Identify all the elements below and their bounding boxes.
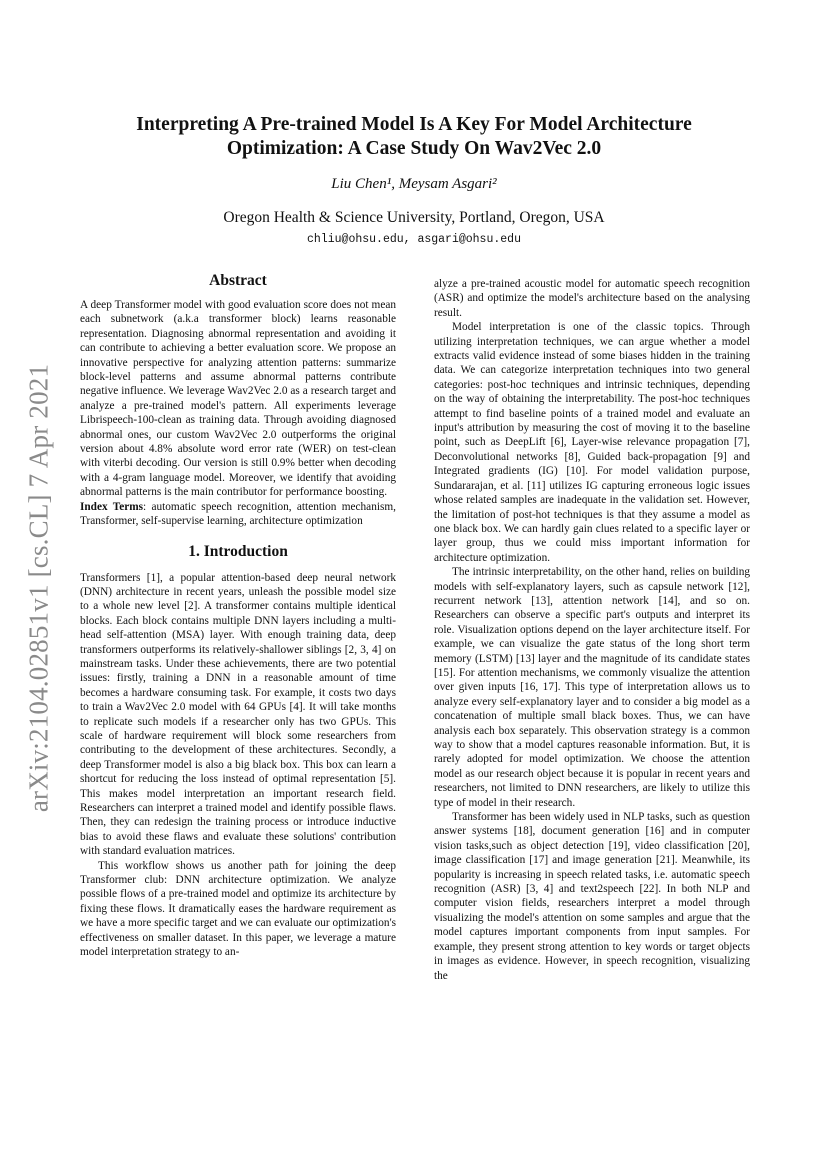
right-paragraph-3: The intrinsic interpretability, on the other hand, relies on building models with self-explanatory layers, such as capsule network [12], recurrent network [13], attention network [14], and so on. Researchers can observe a specific part's outputs and interpret its role. Visualization options depend on the layer architecture itself. For example, we can visualize the gate status of the long short term memory (LSTM) [13] layer and the magnitude of its candidate states [15]. For attention mechanisms, we commonly visualize the attention over given inputs [16, 17]. This type of interpretation allows us to analyze every self-explanatory layer and to consider a big model as a concatenation of multiple small black boxes. Thus, we can have analysis each box separately. This observation strategy is a common way to show that a model captures reasonable information. But, it is rarely adopted for model optimization. We choose the attention model as our research object because it is popular in recent years and researchers, not limited to DNN researchers, are likely to utilize this type of model in their research. [434,566,750,809]
intro-paragraph-2: This workflow shows us another path for joining the deep Transformer club: DNN architecture optimization. We analyze possible flows of a pre-trained model and optimize its architecture by fixing these flows. It dramatically eases the hardware requirement as we have a more specific target and we can evaluate our optimization's effectiveness on smaller dataset. In this paper, we leverage a mature model interpretation strategy to an- [80,859,396,959]
left-column [80,272,396,959]
index-terms-label: Index Terms [80,500,144,513]
right-paragraph-2: Model interpretation is one of the classic topics. Through utilizing interpretation techniques, we can argue whether a model extracts valid evidence instead of some biases hidden in the training data. We can categorize interpretation techniques into two general categories: post-hoc techniques and intrinsic techniques, depending on the way of obtaining the interpretability. The post-hoc techniques attempt to find baseline points of a trained model and evaluate an input's attribution by measuring the cost of moving it to the baseline point, such as DeepLift [6], Layer-wise relevance propagation [7], Deconvolutional networks [8], Guided back-propagation [9] and Integrated gradients (IG) [10]. For model validation purpose, Sundararajan, et al. [11] utilizes IG capturing erroneous logic issues whose related samples are inadequate in the validation set. However, the limitation of post-hot techniques is that they assume a model as one black box. We can hardly gain clues related to a specific layer or layer group, thus we could miss important information for architecture optimization. [434,321,750,564]
author-emails: chliu@ohsu.edu, asgari@ohsu.edu [307,233,521,246]
author-affiliation: Oregon Health & Science University, Portland, Oregon, USA [223,209,605,226]
paper-title: Interpreting A Pre-trained Model Is A Key For Model Architecture Optimization: A Case Study On Wav2Vec 2.0 [136,114,692,159]
introduction-heading: 1. Introduction [188,542,288,560]
right-paragraph-4: Transformer has been widely used in NLP tasks, such as question answer systems [18], document generation [16] and in computer vision tasks,such as object detection [19], video classification [20], image classification [17] and image generation [21]. Meanwhile, its popularity is increasing in speech related tasks, i.e. automatic speech recognition (ASR) [3, 4] and text2speech [22]. In both NLP and computer vision fields, researchers interpret a model through visualizing the model's attention on some samples and argue that the model captures important components from input samples. For example, they present strong attention to key words or target objects in images as evidence. However, in speech recognition, visualizing the [434,811,750,982]
arxiv-side-identifier [14,338,64,838]
arxiv-identifier-text: arXiv:2104.02851v1 [cs.CL] 7 Apr 2021 [23,363,54,813]
abstract-text: A deep Transformer model with good evaluation score does not mean each subnetwork (a.k.a transformer block) learns reasonable representation. Diagnosing abnormal representation and avoiding it can contribute to achieving a better evaluation score. We propose an innovative perspective for analyzing attention patterns: summarize block-level patterns and assume abnormal patterns contribute negative influence. We leverage Wav2Vec 2.0 as a research target and analyze a pre-trained model's pattern. All experiments leverage Librispeech-100-clean as training data. Through avoiding diagnosed abnormal ones, our custom Wav2Vec 2.0 outperforms the original version about 4.8% absolute word error rate (WER) on test-clean with viterbi decoding. Our version is still 0.9% better when decoding with a 4-gram language model. Moreover, we identify that avoiding abnormal patterns is the main contributor for performance boosting. [80,299,396,499]
abstract-heading: Abstract [209,272,267,289]
index-terms-text: : automatic speech recognition, attention mechanism, Transformer, self-supervise learning, architecture optimization [80,500,396,528]
right-paragraph-1: alyze a pre-trained acoustic model for automatic speech recognition (ASR) and optimize the model's architecture based on the analysing result. [434,278,750,319]
index-terms [80,500,396,529]
intro-paragraph-1: Transformers [1], a popular attention-based deep neural network (DNN) architecture in recent years, unleash the possible model size to a whole new level [2]. A transformer contains multiple identical blocks. Each block contains multiple DNN layers including a multi-head self-attention (MSA) layer. With enough training data, deep transformers outperforms its relatively-shallower siblings [2, 3, 4] on mainstream tasks. Under these achievements, there are two potential issues: firstly, training a DNN in a reasonable amount of time becomes a hardware consuming task. For example, it costs two days to train a Wav2Vec 2.0 model with 64 GPUs [4]. It will take months to replicate such models if a researcher only has two GPUs. This scale of hardware requirement will block some researchers from contributing to the development of these architectures. Secondly, a deep Transformer model is also a big black box. This box can learn a shortcut for reducing the loss instead of optimal representation [5]. This makes model interpretation an important research field. Researchers can interpret a trained model and identify possible flaws. Then, they can redesign the training process or introduce inductive bias to avoid these flaws and evaluate these solutions' contribution with standard evaluation matrices. [80,571,396,858]
paper-authors: Liu Chen¹, Meysam Asgari² [331,176,497,192]
right-column [434,277,750,983]
